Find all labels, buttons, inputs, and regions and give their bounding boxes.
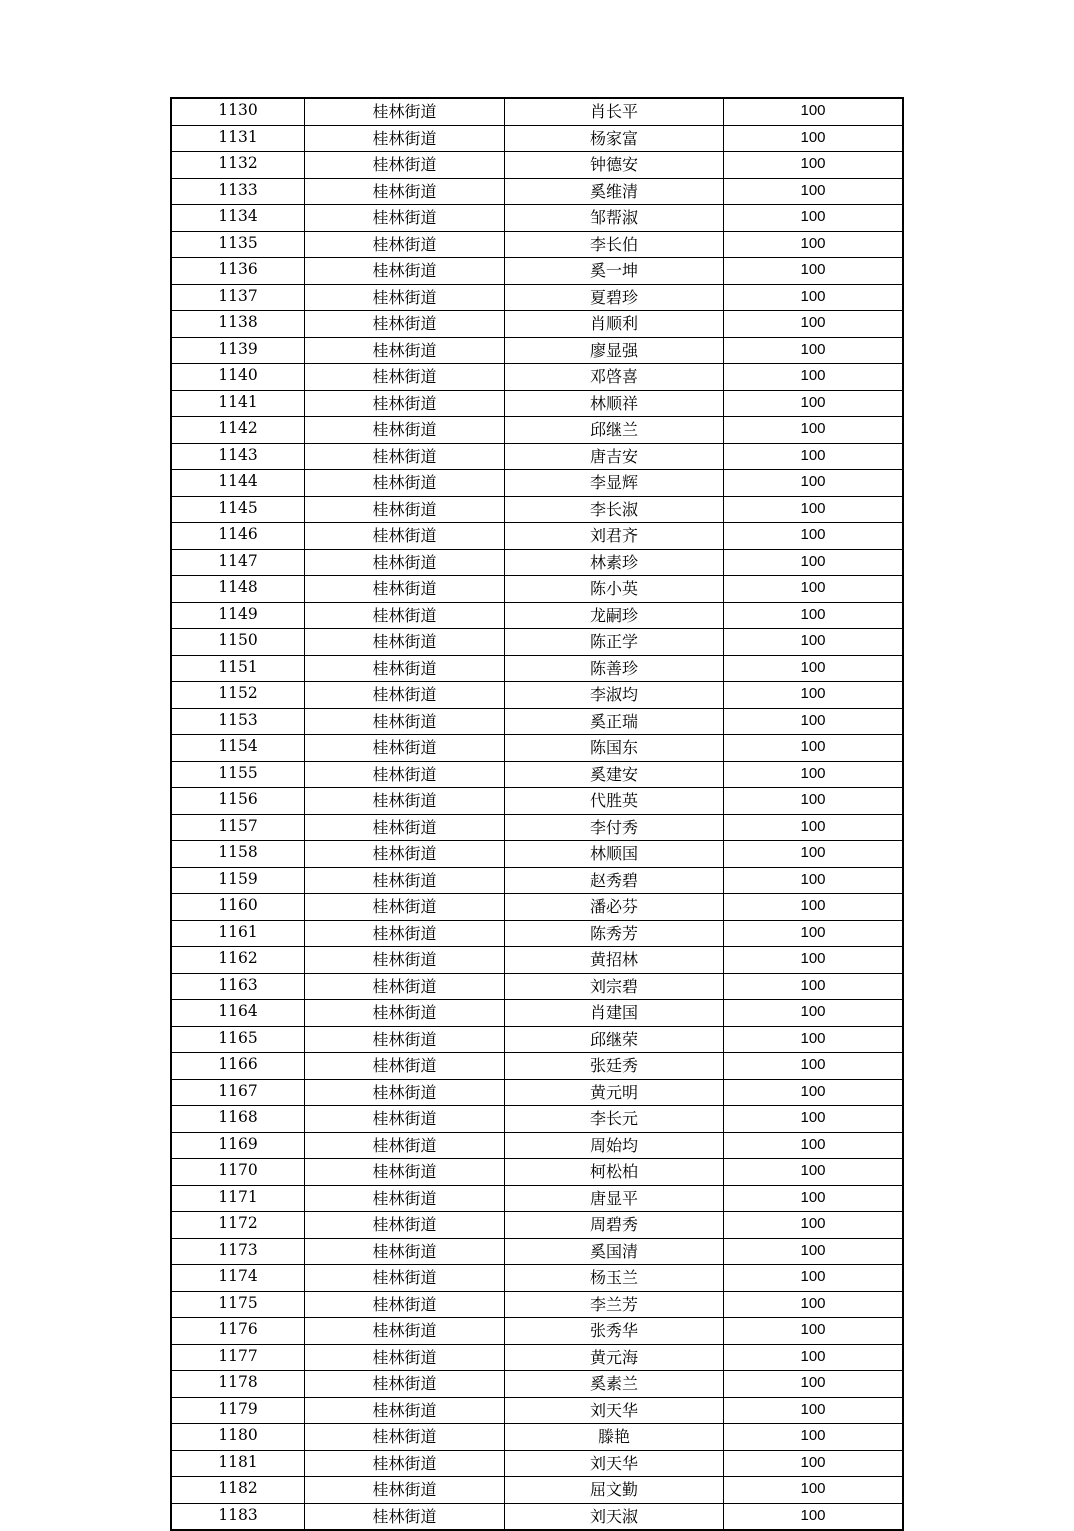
person-name-cell: 黄元明 [505,1079,724,1106]
amount-cell: 100 [724,523,904,550]
table-row [171,1212,903,1239]
serial-number-cell: 1179 [171,1397,305,1424]
street-cell: 桂林街道 [305,655,505,682]
person-name-cell: 邱继兰 [505,417,724,444]
street-cell: 桂林街道 [305,841,505,868]
serial-number-cell: 1176 [171,1318,305,1345]
amount-cell: 100 [724,1212,904,1239]
street-cell: 桂林街道 [305,1291,505,1318]
person-name-cell: 张秀华 [505,1318,724,1345]
person-name-cell: 肖建国 [505,1000,724,1027]
amount-cell: 100 [724,708,904,735]
table-row [171,735,903,762]
amount-cell: 100 [724,1450,904,1477]
street-cell: 桂林街道 [305,894,505,921]
amount-cell: 100 [724,735,904,762]
serial-number-cell: 1174 [171,1265,305,1292]
amount-cell: 100 [724,894,904,921]
serial-number-cell: 1161 [171,920,305,947]
serial-number-cell: 1180 [171,1424,305,1451]
street-cell: 桂林街道 [305,682,505,709]
subsidy-table [170,97,904,1531]
serial-number-cell: 1133 [171,178,305,205]
amount-cell: 100 [724,1291,904,1318]
serial-number-cell: 1167 [171,1079,305,1106]
person-name-cell: 邹帮淑 [505,205,724,232]
amount-cell: 100 [724,814,904,841]
serial-number-cell: 1145 [171,496,305,523]
amount-cell: 100 [724,1053,904,1080]
street-cell: 桂林街道 [305,496,505,523]
serial-number-cell: 1171 [171,1185,305,1212]
table-row [171,1371,903,1398]
street-cell: 桂林街道 [305,390,505,417]
person-name-cell: 周碧秀 [505,1212,724,1239]
serial-number-cell: 1178 [171,1371,305,1398]
street-cell: 桂林街道 [305,708,505,735]
serial-number-cell: 1159 [171,867,305,894]
serial-number-cell: 1181 [171,1450,305,1477]
street-cell: 桂林街道 [305,1503,505,1530]
serial-number-cell: 1132 [171,152,305,179]
serial-number-cell: 1158 [171,841,305,868]
serial-number-cell: 1156 [171,788,305,815]
street-cell: 桂林街道 [305,1397,505,1424]
amount-cell: 100 [724,682,904,709]
street-cell: 桂林街道 [305,178,505,205]
person-name-cell: 李显辉 [505,470,724,497]
person-name-cell: 奚维清 [505,178,724,205]
amount-cell: 100 [724,1318,904,1345]
person-name-cell: 邓啓喜 [505,364,724,391]
amount-cell: 100 [724,1424,904,1451]
serial-number-cell: 1163 [171,973,305,1000]
person-name-cell: 廖显强 [505,337,724,364]
amount-cell: 100 [724,1132,904,1159]
person-name-cell: 奚国清 [505,1238,724,1265]
person-name-cell: 李长淑 [505,496,724,523]
person-name-cell: 黄招林 [505,947,724,974]
amount-cell: 100 [724,258,904,285]
amount-cell: 100 [724,337,904,364]
person-name-cell: 刘天淑 [505,1503,724,1530]
table-row [171,496,903,523]
person-name-cell: 杨玉兰 [505,1265,724,1292]
serial-number-cell: 1168 [171,1106,305,1133]
street-cell: 桂林街道 [305,867,505,894]
street-cell: 桂林街道 [305,417,505,444]
serial-number-cell: 1150 [171,629,305,656]
serial-number-cell: 1140 [171,364,305,391]
person-name-cell: 肖长平 [505,98,724,125]
street-cell: 桂林街道 [305,470,505,497]
table-row [171,788,903,815]
amount-cell: 100 [724,284,904,311]
amount-cell: 100 [724,311,904,338]
amount-cell: 100 [724,549,904,576]
amount-cell: 100 [724,231,904,258]
person-name-cell: 肖顺利 [505,311,724,338]
table-row [171,602,903,629]
table-row [171,761,903,788]
serial-number-cell: 1149 [171,602,305,629]
serial-number-cell: 1130 [171,98,305,125]
person-name-cell: 柯松柏 [505,1159,724,1186]
street-cell: 桂林街道 [305,629,505,656]
person-name-cell: 刘宗碧 [505,973,724,1000]
serial-number-cell: 1139 [171,337,305,364]
amount-cell: 100 [724,602,904,629]
table-row [171,311,903,338]
table-row [171,1106,903,1133]
table-row [171,470,903,497]
street-cell: 桂林街道 [305,311,505,338]
person-name-cell: 刘君齐 [505,523,724,550]
table-row [171,390,903,417]
serial-number-cell: 1143 [171,443,305,470]
person-name-cell: 刘天华 [505,1397,724,1424]
table-row [171,1318,903,1345]
street-cell: 桂林街道 [305,788,505,815]
amount-cell: 100 [724,1371,904,1398]
serial-number-cell: 1172 [171,1212,305,1239]
amount-cell: 100 [724,867,904,894]
amount-cell: 100 [724,1503,904,1530]
table-row [171,1344,903,1371]
table-row [171,284,903,311]
serial-number-cell: 1147 [171,549,305,576]
table-row [171,1026,903,1053]
table-row [171,973,903,1000]
serial-number-cell: 1137 [171,284,305,311]
amount-cell: 100 [724,152,904,179]
person-name-cell: 李淑均 [505,682,724,709]
table-row [171,1132,903,1159]
amount-cell: 100 [724,1477,904,1504]
person-name-cell: 奚素兰 [505,1371,724,1398]
street-cell: 桂林街道 [305,1159,505,1186]
table-row [171,1159,903,1186]
serial-number-cell: 1152 [171,682,305,709]
person-name-cell: 钟德安 [505,152,724,179]
amount-cell: 100 [724,920,904,947]
serial-number-cell: 1160 [171,894,305,921]
amount-cell: 100 [724,1185,904,1212]
table-row [171,1477,903,1504]
person-name-cell: 周始均 [505,1132,724,1159]
amount-cell: 100 [724,629,904,656]
amount-cell: 100 [724,761,904,788]
amount-cell: 100 [724,1344,904,1371]
amount-cell: 100 [724,655,904,682]
amount-cell: 100 [724,947,904,974]
serial-number-cell: 1153 [171,708,305,735]
person-name-cell: 奚建安 [505,761,724,788]
street-cell: 桂林街道 [305,1477,505,1504]
serial-number-cell: 1135 [171,231,305,258]
table-row [171,629,903,656]
person-name-cell: 林素珍 [505,549,724,576]
street-cell: 桂林街道 [305,735,505,762]
serial-number-cell: 1175 [171,1291,305,1318]
amount-cell: 100 [724,443,904,470]
serial-number-cell: 1154 [171,735,305,762]
table-row [171,947,903,974]
street-cell: 桂林街道 [305,443,505,470]
serial-number-cell: 1141 [171,390,305,417]
street-cell: 桂林街道 [305,1424,505,1451]
person-name-cell: 奚一坤 [505,258,724,285]
table-row [171,549,903,576]
serial-number-cell: 1134 [171,205,305,232]
table-row [171,682,903,709]
table-row [171,1079,903,1106]
table-row [171,708,903,735]
serial-number-cell: 1177 [171,1344,305,1371]
street-cell: 桂林街道 [305,1212,505,1239]
serial-number-cell: 1155 [171,761,305,788]
street-cell: 桂林街道 [305,1238,505,1265]
person-name-cell: 奚正瑞 [505,708,724,735]
table-row [171,1238,903,1265]
person-name-cell: 杨家富 [505,125,724,152]
serial-number-cell: 1131 [171,125,305,152]
amount-cell: 100 [724,470,904,497]
table-row [171,1291,903,1318]
street-cell: 桂林街道 [305,231,505,258]
serial-number-cell: 1151 [171,655,305,682]
person-name-cell: 唐显平 [505,1185,724,1212]
street-cell: 桂林街道 [305,920,505,947]
street-cell: 桂林街道 [305,1371,505,1398]
person-name-cell: 潘必芬 [505,894,724,921]
table-row [171,1424,903,1451]
street-cell: 桂林街道 [305,549,505,576]
table-row [171,152,903,179]
serial-number-cell: 1144 [171,470,305,497]
table-row [171,894,903,921]
street-cell: 桂林街道 [305,337,505,364]
person-name-cell: 夏碧珍 [505,284,724,311]
person-name-cell: 林顺祥 [505,390,724,417]
table-row [171,178,903,205]
table-body [171,98,903,1530]
serial-number-cell: 1183 [171,1503,305,1530]
amount-cell: 100 [724,390,904,417]
amount-cell: 100 [724,364,904,391]
amount-cell: 100 [724,1000,904,1027]
person-name-cell: 唐吉安 [505,443,724,470]
amount-cell: 100 [724,973,904,1000]
table-row [171,1053,903,1080]
street-cell: 桂林街道 [305,1265,505,1292]
person-name-cell: 邱继荣 [505,1026,724,1053]
person-name-cell: 张廷秀 [505,1053,724,1080]
table-row [171,1265,903,1292]
table-row [171,655,903,682]
serial-number-cell: 1157 [171,814,305,841]
street-cell: 桂林街道 [305,1344,505,1371]
street-cell: 桂林街道 [305,814,505,841]
serial-number-cell: 1138 [171,311,305,338]
person-name-cell: 龙嗣珍 [505,602,724,629]
amount-cell: 100 [724,178,904,205]
amount-cell: 100 [724,1026,904,1053]
table-row [171,523,903,550]
person-name-cell: 陈国东 [505,735,724,762]
serial-number-cell: 1136 [171,258,305,285]
person-name-cell: 陈小英 [505,576,724,603]
street-cell: 桂林街道 [305,364,505,391]
table-row [171,98,903,125]
table-row [171,258,903,285]
person-name-cell: 滕艳 [505,1424,724,1451]
person-name-cell: 黄元海 [505,1344,724,1371]
table-row [171,1185,903,1212]
street-cell: 桂林街道 [305,284,505,311]
serial-number-cell: 1173 [171,1238,305,1265]
table-row [171,364,903,391]
table-row [171,920,903,947]
amount-cell: 100 [724,1397,904,1424]
person-name-cell: 林顺国 [505,841,724,868]
table-row [171,814,903,841]
serial-number-cell: 1142 [171,417,305,444]
amount-cell: 100 [724,788,904,815]
person-name-cell: 赵秀碧 [505,867,724,894]
table-row [171,576,903,603]
table-row [171,337,903,364]
amount-cell: 100 [724,576,904,603]
serial-number-cell: 1164 [171,1000,305,1027]
street-cell: 桂林街道 [305,1185,505,1212]
amount-cell: 100 [724,98,904,125]
table-row [171,867,903,894]
serial-number-cell: 1148 [171,576,305,603]
person-name-cell: 屈文勤 [505,1477,724,1504]
street-cell: 桂林街道 [305,1000,505,1027]
table-row [171,841,903,868]
amount-cell: 100 [724,1106,904,1133]
serial-number-cell: 1169 [171,1132,305,1159]
street-cell: 桂林街道 [305,98,505,125]
street-cell: 桂林街道 [305,1053,505,1080]
person-name-cell: 李长伯 [505,231,724,258]
amount-cell: 100 [724,125,904,152]
table-row [171,1397,903,1424]
street-cell: 桂林街道 [305,602,505,629]
street-cell: 桂林街道 [305,1450,505,1477]
table-row [171,231,903,258]
street-cell: 桂林街道 [305,1132,505,1159]
person-name-cell: 李付秀 [505,814,724,841]
serial-number-cell: 1146 [171,523,305,550]
street-cell: 桂林街道 [305,973,505,1000]
street-cell: 桂林街道 [305,1106,505,1133]
serial-number-cell: 1182 [171,1477,305,1504]
street-cell: 桂林街道 [305,761,505,788]
serial-number-cell: 1170 [171,1159,305,1186]
street-cell: 桂林街道 [305,152,505,179]
street-cell: 桂林街道 [305,576,505,603]
street-cell: 桂林街道 [305,205,505,232]
serial-number-cell: 1166 [171,1053,305,1080]
table-row [171,1000,903,1027]
street-cell: 桂林街道 [305,1079,505,1106]
amount-cell: 100 [724,417,904,444]
serial-number-cell: 1165 [171,1026,305,1053]
amount-cell: 100 [724,1079,904,1106]
person-name-cell: 陈秀芳 [505,920,724,947]
person-name-cell: 李兰芳 [505,1291,724,1318]
table-row [171,125,903,152]
amount-cell: 100 [724,1159,904,1186]
person-name-cell: 陈正学 [505,629,724,656]
street-cell: 桂林街道 [305,523,505,550]
street-cell: 桂林街道 [305,947,505,974]
table-row [171,1503,903,1530]
person-name-cell: 刘天华 [505,1450,724,1477]
amount-cell: 100 [724,496,904,523]
table-row [171,1450,903,1477]
person-name-cell: 李长元 [505,1106,724,1133]
amount-cell: 100 [724,1265,904,1292]
table-row [171,443,903,470]
table-row [171,417,903,444]
serial-number-cell: 1162 [171,947,305,974]
table-row [171,205,903,232]
person-name-cell: 陈善珍 [505,655,724,682]
street-cell: 桂林街道 [305,125,505,152]
amount-cell: 100 [724,1238,904,1265]
person-name-cell: 代胜英 [505,788,724,815]
street-cell: 桂林街道 [305,1318,505,1345]
street-cell: 桂林街道 [305,1026,505,1053]
amount-cell: 100 [724,841,904,868]
street-cell: 桂林街道 [305,258,505,285]
amount-cell: 100 [724,205,904,232]
